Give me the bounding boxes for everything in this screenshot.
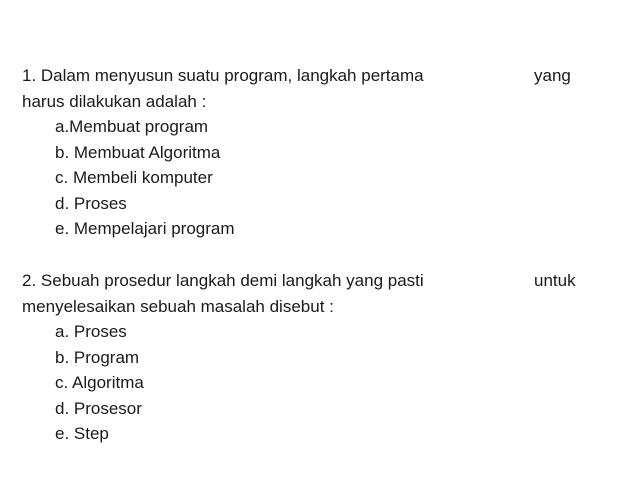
question-1-stem-continuation: harus dilakukan adalah : bbox=[22, 91, 207, 111]
question-1-option-a: a.Membuat program bbox=[55, 117, 209, 136]
question-2-stem-continuation: menyelesaikan sebuah masalah disebut : bbox=[22, 296, 334, 316]
question-2-option-d: d. Prosesor bbox=[55, 398, 142, 418]
question-1-stem-line-2 bbox=[22, 89, 622, 115]
question-2-option-a: a. Proses bbox=[55, 322, 127, 341]
question-2-stem-tail: untuk bbox=[534, 271, 576, 290]
question-1-options bbox=[22, 114, 622, 242]
question-1-option-b: b. Membuat Algoritma bbox=[55, 142, 221, 162]
question-2-options bbox=[22, 319, 622, 447]
question-2-stem-text: 2. Sebuah prosedur langkah demi langkah yang pasti bbox=[22, 271, 424, 290]
question-2-stem-line-2 bbox=[22, 294, 622, 320]
question-1-stem-tail: yang bbox=[534, 66, 571, 85]
question-2-option-c: c. Algoritma bbox=[55, 373, 144, 392]
question-2-option-b: b. Program bbox=[55, 347, 140, 367]
question-1-option-d: d. Proses bbox=[55, 193, 127, 213]
question-1-stem-line-1 bbox=[22, 63, 622, 89]
question-1-option-c: c. Membeli komputer bbox=[55, 168, 213, 187]
question-1-stem-text: 1. Dalam menyusun suatu program, langkah pertama bbox=[22, 66, 424, 85]
question-1 bbox=[22, 63, 622, 242]
question-2 bbox=[22, 268, 622, 447]
question-1-option-e: e. Mempelajari program bbox=[55, 219, 235, 238]
question-2-stem-line-1 bbox=[22, 268, 622, 294]
question-2-option-e: e. Step bbox=[55, 424, 109, 443]
